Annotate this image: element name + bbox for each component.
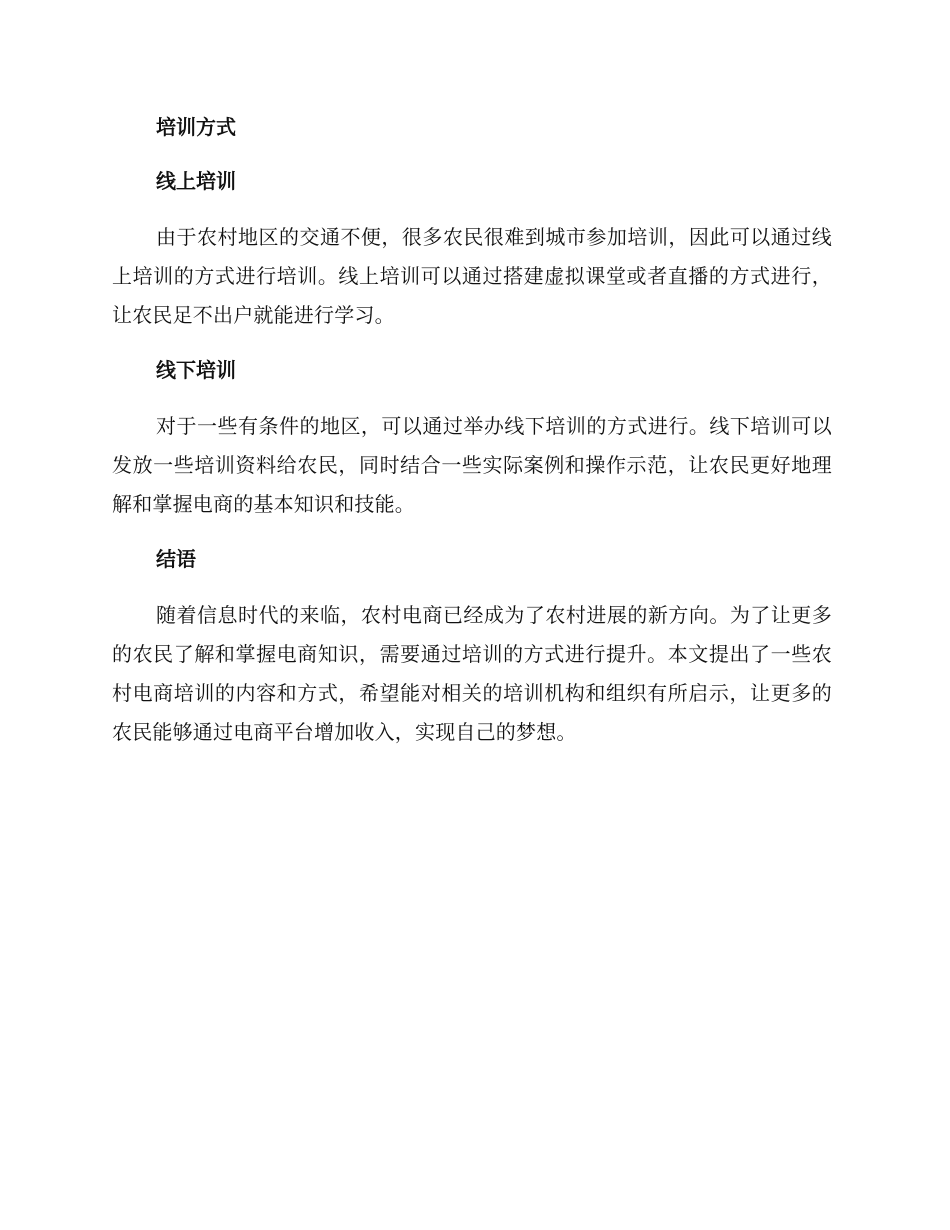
paragraph-conclusion: 随着信息时代的来临，农村电商已经成为了农村进展的新方向。为了让更多的农民了解和掌握电商知识，需要通过培训的方式进行提升。本文提出了一些农村电商培训的内容和方式，希望能对相关的培训机构和组织有所启示，让更多的农民能够通过电商平台增加收入，实现自己的梦想。 [112, 603, 832, 744]
section-heading-offline-training: 线下培训 [156, 358, 236, 382]
section-heading-online-training: 线上培训 [156, 169, 236, 193]
paragraph-online-training: 由于农村地区的交通不便，很多农民很难到城市参加培训，因此可以通过线上培训的方式进行培训。线上培训可以通过搭建虚拟课堂或者直播的方式进行，让农民足不出户就能进行学习。 [112, 225, 832, 327]
section-heading-training-methods: 培训方式 [156, 115, 236, 139]
section-heading-conclusion: 结语 [156, 547, 196, 571]
paragraph-offline-training: 对于一些有条件的地区，可以通过举办线下培训的方式进行。线下培训可以发放一些培训资料给农民，同时结合一些实际案例和操作示范，让农民更好地理解和掌握电商的基本知识和技能。 [112, 414, 832, 516]
document-body [112, 110, 832, 770]
